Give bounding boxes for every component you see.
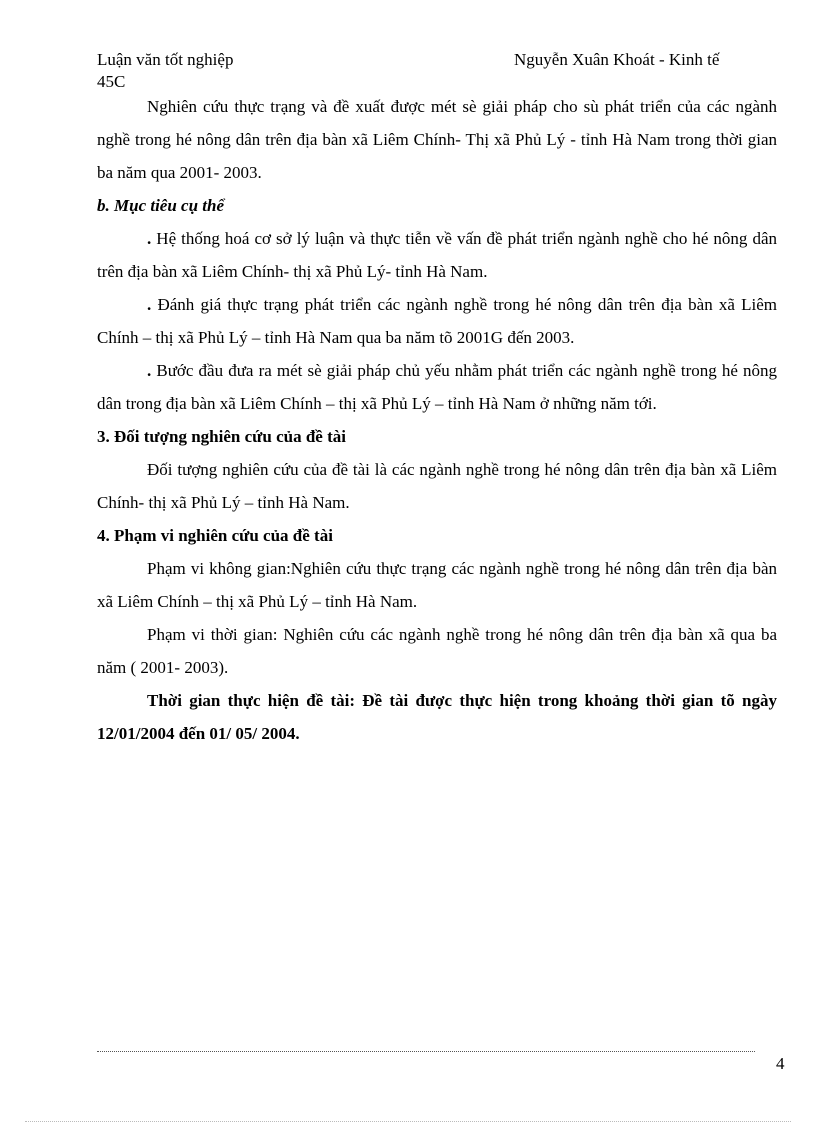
bullet-objective-1-text: Hệ thống hoá cơ sở lý luận và thực tiễn về vấn đề phát triển ngành nghề cho hé nông dân trên địa bàn xã Liêm Chính- thị xã Phủ Lý- tỉnh Hà Nam. <box>97 229 778 281</box>
section-heading-specific-objectives: b. Mục tiêu cụ thể <box>97 196 225 215</box>
bullet-marker: . <box>147 229 152 248</box>
header-right: Nguyễn Xuân Khoát - Kinh tế <box>514 50 720 69</box>
header-left: Luận văn tốt nghiệp <box>97 50 234 69</box>
section-heading-research-subject: 3. Đối tượng nghiên cứu của đề tài <box>97 427 346 446</box>
header-right-continuation: 45C <box>97 72 126 91</box>
paragraph-spatial-scope: Phạm vi không gian:Nghiên cứu thực trạng các ngành nghề trong hé nông dân trên địa bàn xã Liêm Chính – thị xã Phủ Lý – tỉnh Hà Nam. <box>97 559 777 611</box>
paragraph-research-subject: Đối tượng nghiên cứu của đề tài là các ngành nghề trong hé nông dân trên địa bàn xã Liêm Chính- thị xã Phủ Lý – tỉnh Hà Nam. <box>97 460 777 512</box>
paragraph-general-objective: Nghiên cứu thực trạng và đề xuất được mét sè giải pháp cho sù phát triển của các ngành nghề trong hé nông dân trên địa bàn xã Liêm Chính- Thị xã Phủ Lý - tỉnh Hà Nam trong thời gian ba năm qua 2001- 2003. <box>97 97 777 182</box>
bullet-objective-3-text: Bước đầu đưa ra mét sè giải pháp chủ yếu nhằm phát triển các ngành nghề trong hé nông dân trong địa bàn xã Liêm Chính – thị xã Phủ Lý – tỉnh Hà Nam ở những năm tới. <box>97 361 777 413</box>
bullet-marker: . <box>147 295 152 314</box>
body-content <box>97 90 777 750</box>
section-heading-research-scope: 4. Phạm vi nghiên cứu của đề tài <box>97 526 333 545</box>
page-bottom-edge <box>25 1121 791 1122</box>
bullet-objective-2-text: Đánh giá thực trạng phát triển các ngành nghề trong hé nông dân trên địa bàn xã Liêm Chính – thị xã Phủ Lý – tỉnh Hà Nam qua ba năm tõ 2001G đến 2003. <box>97 295 778 347</box>
bullet-marker: . <box>147 361 152 380</box>
page-number: 4 <box>776 1054 785 1073</box>
bullet-objective-3 <box>97 354 777 420</box>
paragraph-time-scope: Phạm vi thời gian: Nghiên cứu các ngành nghề trong hé nông dân trên địa bàn xã qua ba năm ( 2001- 2003). <box>97 625 777 677</box>
bullet-objective-2 <box>97 288 777 354</box>
footer-divider <box>97 1051 755 1052</box>
bullet-objective-1 <box>97 222 777 288</box>
paragraph-implementation-period: Thời gian thực hiện đề tài: Đề tài được thực hiện trong khoảng thời gian tõ ngày 12/01/2004 đến 01/ 05/ 2004. <box>97 691 777 743</box>
